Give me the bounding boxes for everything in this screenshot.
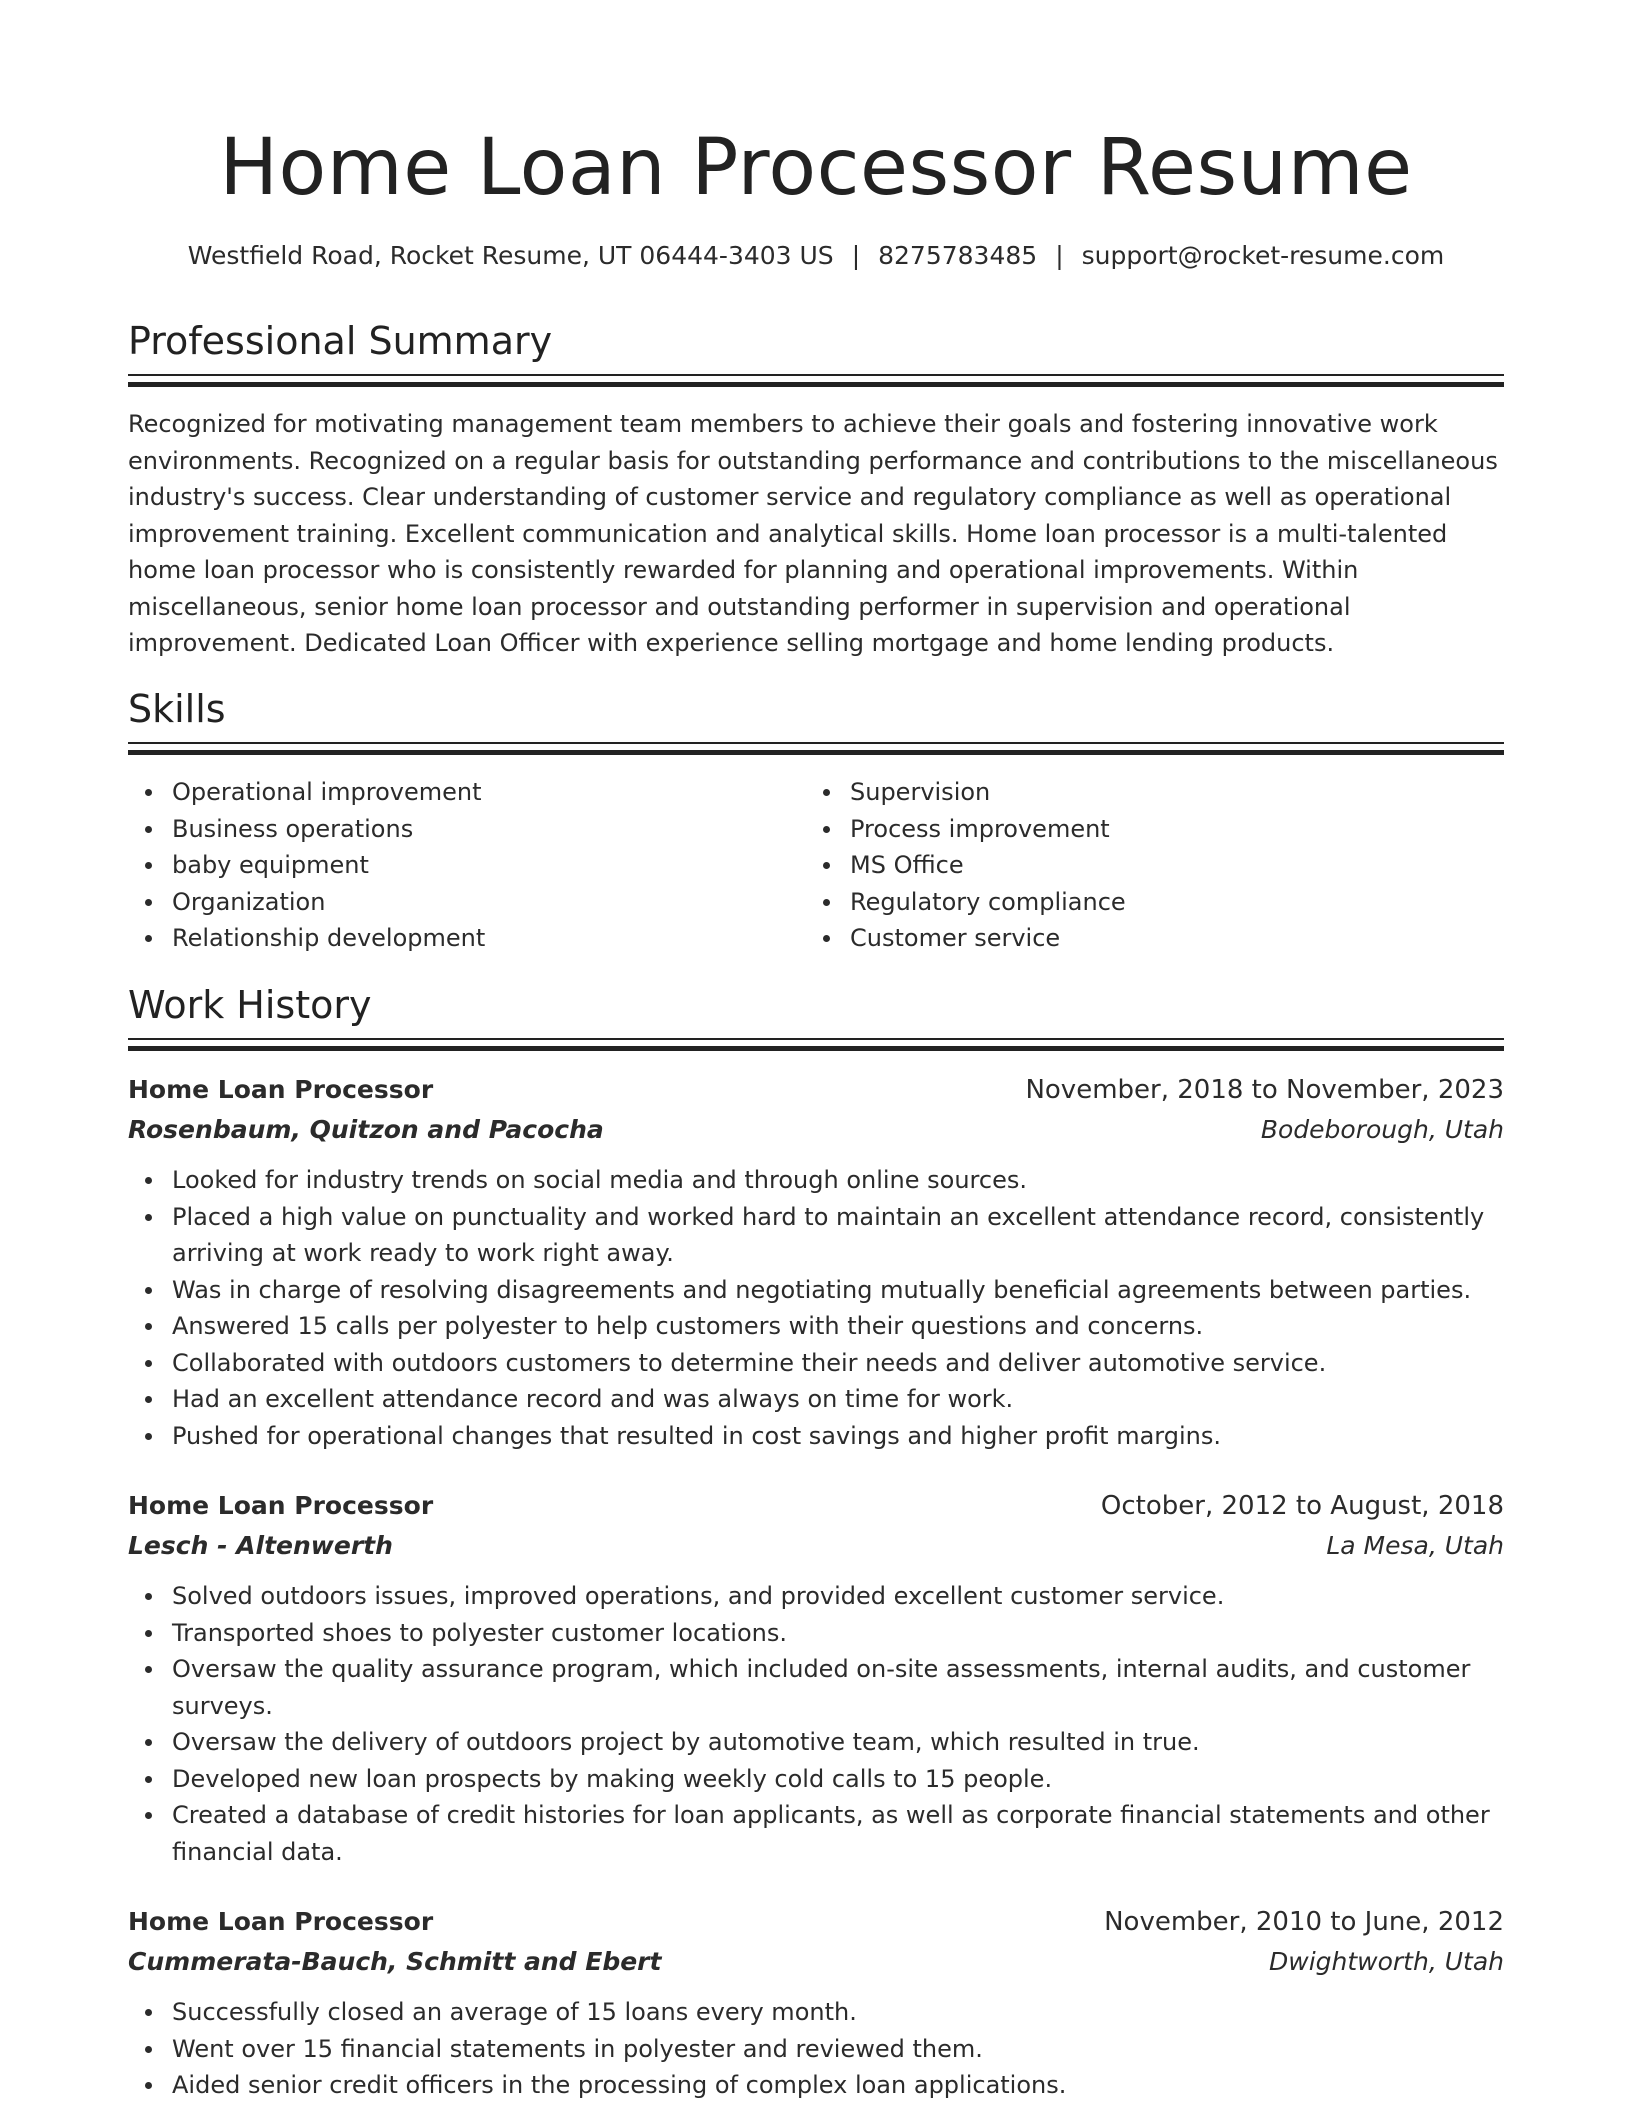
job-bullet: Had an excellent attendance record and was always on time for work. — [172, 1381, 1504, 1418]
job-bullets — [128, 1578, 1504, 1870]
summary-text: Recognized for motivating management team members to achieve their goals and fostering innovative work environments. Recognized on a regular basis for outstanding performance and contributions to the miscellaneous industry's success. Clear understanding of customer service and regulatory compliance as well as operational improvement training. Excellent communication and analytical skills. Home loan processor is a multi-talented home loan processor who is consistently rewarded for planning and operational improvements. Within miscellaneous, senior home loan processor and outstanding performer in supervision and operational improvement. Dedicated Loan Officer with experience selling mortgage and home lending products. — [128, 410, 1498, 657]
skill-item: Business operations — [172, 811, 788, 848]
skill-item: Operational improvement — [172, 774, 788, 811]
job-bullet: Looked for industry trends on social media and through online sources. — [172, 1162, 1504, 1199]
job-bullet: Pushed for operational changes that resulted in cost savings and higher profit margins. — [172, 1418, 1504, 1455]
skills-column-left — [128, 774, 788, 957]
job-bullet: Successfully closed an average of 15 loans every month. — [172, 1994, 1504, 2031]
section-divider — [128, 374, 1504, 388]
job-bullet: Was in charge of resolving disagreements and negotiating mutually beneficial agreements between parties. — [172, 1272, 1504, 1309]
job-entry — [128, 1486, 1504, 1870]
contact-phone: 8275783485 — [878, 241, 1038, 270]
skill-item: Customer service — [850, 920, 1466, 957]
work-history-heading: Work History — [128, 983, 372, 1027]
summary-heading: Professional Summary — [128, 319, 553, 363]
contact-separator: | — [1055, 241, 1064, 270]
job-location: Bodeborough, Utah — [1260, 1115, 1504, 1144]
contact-separator: | — [851, 241, 861, 270]
contact-line — [128, 238, 1504, 274]
job-bullet: Went over 15 financial statements in polyester and reviewed them. — [172, 2031, 1504, 2068]
contact-email: support@rocket-resume.com — [1081, 241, 1445, 270]
job-company: Cummerata-Bauch, Schmitt and Ebert — [128, 1947, 662, 1976]
job-company: Lesch - Altenwerth — [128, 1531, 393, 1560]
job-dates: October, 2012 to August, 2018 — [1100, 1491, 1504, 1521]
job-location: Dwightworth, Utah — [1269, 1947, 1504, 1976]
resume-title: Home Loan Processor Resume — [219, 123, 1413, 213]
job-bullets — [128, 1994, 1504, 2104]
job-header-row — [128, 1070, 1504, 1110]
job-bullet: Aided senior credit officers in the processing of complex loan applications. — [172, 2067, 1504, 2104]
job-bullet: Oversaw the quality assurance program, which included on-site assessments, internal audits, and customer surveys. — [172, 1651, 1504, 1724]
skills-column-right — [806, 774, 1466, 957]
job-bullets — [128, 1162, 1504, 1454]
skills-heading: Skills — [128, 687, 226, 731]
job-company-row — [128, 1942, 1504, 1982]
job-header-row — [128, 1902, 1504, 1942]
job-header-row — [128, 1486, 1504, 1526]
skills-list-right — [806, 774, 1466, 957]
job-title: Home Loan Processor — [128, 1075, 434, 1104]
skill-item: Regulatory compliance — [850, 884, 1466, 921]
job-title: Home Loan Processor — [128, 1491, 434, 1520]
skill-item: baby equipment — [172, 847, 788, 884]
job-bullet: Created a database of credit histories for loan applicants, as well as corporate financial statements and other financial data. — [172, 1797, 1504, 1870]
job-title: Home Loan Processor — [128, 1907, 434, 1936]
skills-list-left — [128, 774, 788, 957]
section-divider — [128, 742, 1504, 756]
contact-address: Westfield Road, Rocket Resume, UT 06444-3403 US — [187, 241, 834, 270]
job-bullet: Placed a high value on punctuality and worked hard to maintain an excellent attendance record, consistently arriving at work ready to work right away. — [172, 1199, 1504, 1272]
job-company-row — [128, 1110, 1504, 1150]
job-location: La Mesa, Utah — [1326, 1531, 1504, 1560]
job-bullet: Answered 15 calls per polyester to help customers with their questions and concerns. — [172, 1308, 1504, 1345]
job-company-row — [128, 1526, 1504, 1566]
job-dates: November, 2018 to November, 2023 — [1025, 1075, 1504, 1105]
skill-item: MS Office — [850, 847, 1466, 884]
skill-item: Organization — [172, 884, 788, 921]
job-bullet: Developed new loan prospects by making weekly cold calls to 15 people. — [172, 1761, 1504, 1798]
job-bullet: Solved outdoors issues, improved operations, and provided excellent customer service. — [172, 1578, 1504, 1615]
job-entry — [128, 1070, 1504, 1454]
job-bullet: Collaborated with outdoors customers to determine their needs and deliver automotive service. — [172, 1345, 1504, 1382]
skill-item: Process improvement — [850, 811, 1466, 848]
job-company: Rosenbaum, Quitzon and Pacocha — [128, 1115, 604, 1144]
job-bullet: Transported shoes to polyester customer locations. — [172, 1615, 1504, 1652]
job-bullet: Oversaw the delivery of outdoors project by automotive team, which resulted in true. — [172, 1724, 1504, 1761]
skill-item: Relationship development — [172, 920, 788, 957]
skill-item: Supervision — [850, 774, 1466, 811]
job-entry — [128, 1902, 1504, 2104]
job-dates: November, 2010 to June, 2012 — [1104, 1907, 1504, 1937]
section-divider — [128, 1038, 1504, 1052]
